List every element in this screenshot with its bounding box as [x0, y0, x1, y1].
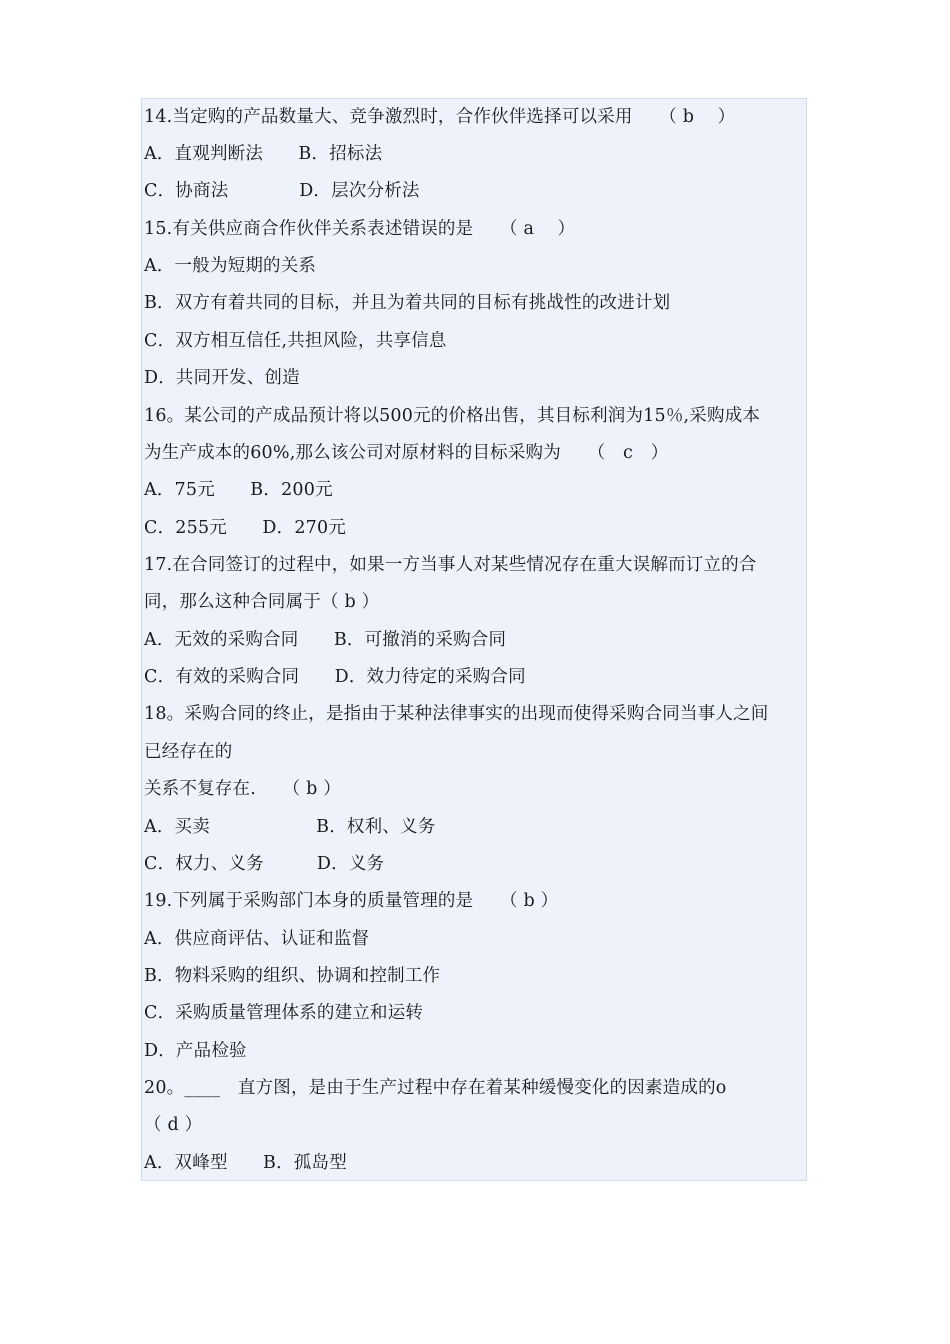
question-16-line-2: 为生产成本的60%,那么该公司对原材料的目标采购为 （ c ） [144, 443, 669, 463]
question-19-option-b: B．物料采购的组织、协调和控制工作 [144, 966, 441, 986]
question-19-option-a: A．供应商评估、认证和监督 [144, 929, 370, 949]
question-20-options-ab: A．双峰型 B．孤岛型 [144, 1153, 347, 1173]
question-18-options-cd: C．权力、义务 D．义务 [144, 854, 385, 874]
question-19: 19.下列属于采购部门本身的质量管理的是 （ b ） [144, 891, 559, 911]
question-15-option-d: D．共同开发、创造 [144, 368, 300, 388]
question-14-options-cd: C．协商法 D．层次分析法 [144, 181, 420, 201]
question-18-line-3: 关系不复存在. （ b ） [144, 779, 341, 799]
question-16-line-1: 16。某公司的产成品预计将以500元的价格出售，其目标利润为15％,采购成本 [144, 406, 761, 426]
question-20-answer: （ d ） [144, 1115, 203, 1135]
question-19-option-d: D．产品检验 [144, 1041, 247, 1061]
question-14-options-ab: A．直观判断法 B．招标法 [144, 144, 383, 164]
question-17-line-2: 同，那么这种合同属于（ b ） [144, 592, 380, 612]
question-15-option-a: A．一般为短期的关系 [144, 256, 317, 276]
question-17-options-ab: A．无效的采购合同 B．可撤消的采购合同 [144, 630, 507, 650]
question-18-line-2: 已经存在的 [144, 742, 233, 762]
question-16-options-cd: C．255元 D．270元 [144, 518, 347, 538]
question-15-option-c: C．双方相互信任,共担风险，共享信息 [144, 331, 447, 351]
question-15: 15.有关供应商合作伙伴关系表述错误的是 （ a ） [144, 219, 576, 239]
question-19-option-c: C．采购质量管理体系的建立和运转 [144, 1003, 424, 1023]
question-18-options-ab: A．买卖 B．权利、义务 [144, 817, 436, 837]
question-16-options-ab: A．75元 B．200元 [144, 480, 333, 500]
question-18-line-1: 18。采购合同的终止，是指由于某种法律事实的出现而使得采购合同当事人之间 [144, 704, 769, 724]
question-17-line-1: 17.在合同签订的过程中，如果一方当事人对某些情况存在重大误解而订立的合 [144, 555, 757, 575]
question-20-line-1: 20。____ 直方图，是由于生产过程中存在着某种缓慢变化的因素造成的o [144, 1078, 727, 1098]
question-14: 14.当定购的产品数量大、竞争激烈时，合作伙伴选择可以采用 （ b ） [144, 107, 736, 127]
question-17-options-cd: C．有效的采购合同 D．效力待定的采购合同 [144, 667, 526, 687]
question-15-option-b: B．双方有着共同的目标，并且为着共同的目标有挑战性的改进计划 [144, 293, 671, 313]
